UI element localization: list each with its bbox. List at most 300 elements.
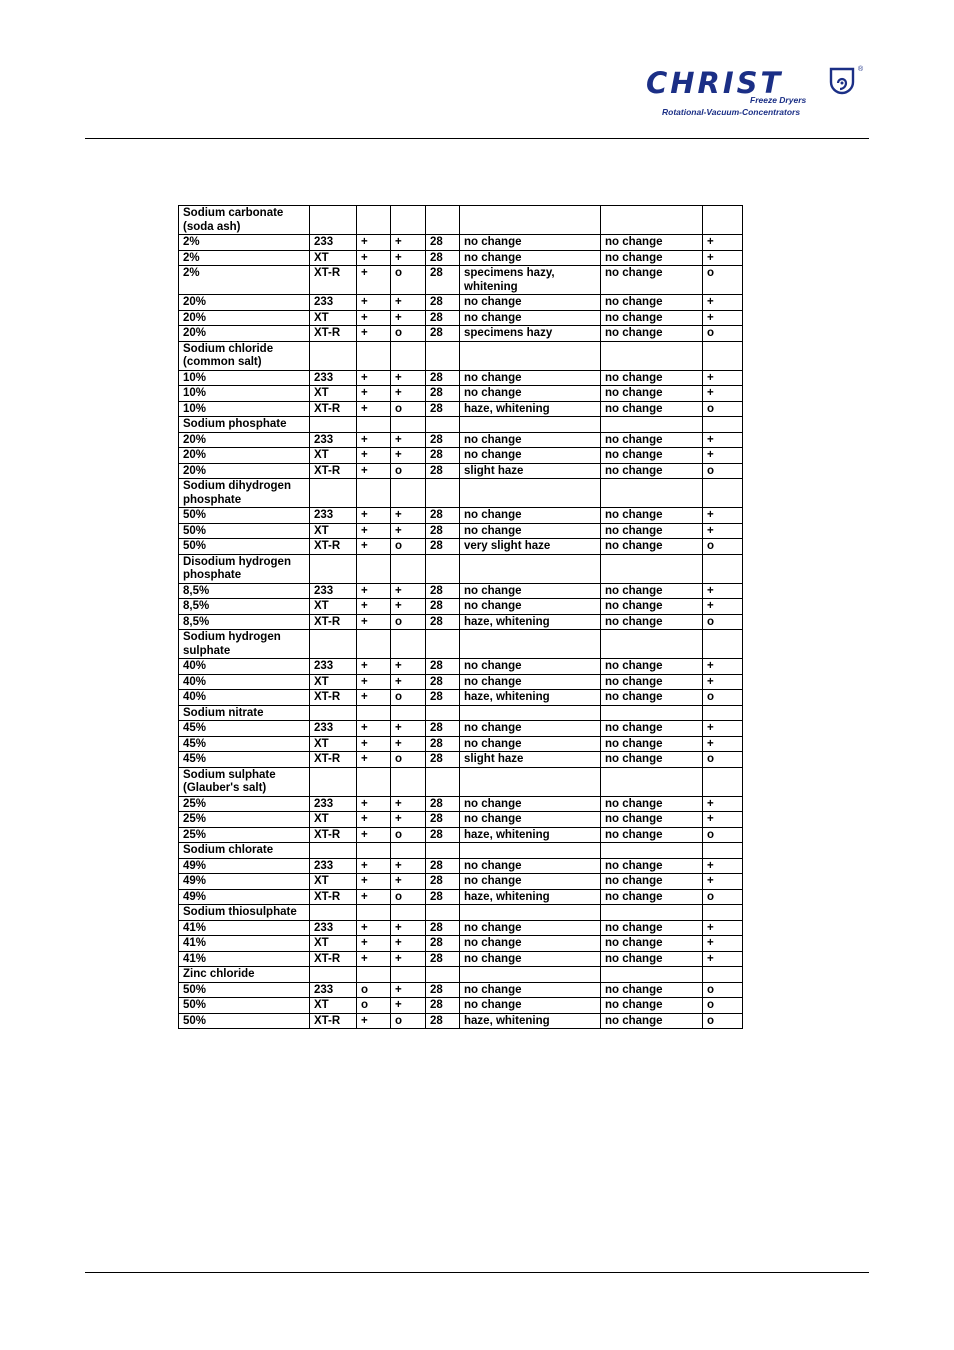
table-cell: + <box>391 812 426 828</box>
table-cell: Zinc chloride <box>179 967 310 983</box>
table-cell: 28 <box>426 920 460 936</box>
table-cell <box>357 905 391 921</box>
table-cell: XT <box>310 523 357 539</box>
table-cell: no change <box>601 386 703 402</box>
brand-wordmark: CHRIST <box>646 66 784 100</box>
table-cell: XT-R <box>310 889 357 905</box>
table-row <box>179 998 743 1014</box>
footer-rule <box>85 1272 869 1273</box>
table-row <box>179 386 743 402</box>
table-cell: 8,5% <box>179 614 310 630</box>
table-cell <box>391 479 426 508</box>
table-cell: no change <box>460 796 601 812</box>
table-cell: 45% <box>179 736 310 752</box>
table-cell <box>426 206 460 235</box>
table-cell: Sodium dihydrogen phosphate <box>179 479 310 508</box>
table-cell: + <box>357 936 391 952</box>
table-cell: o <box>391 889 426 905</box>
table-cell: XT <box>310 936 357 952</box>
table-cell <box>391 341 426 370</box>
table-cell: + <box>357 250 391 266</box>
table-cell: 28 <box>426 583 460 599</box>
table-cell: + <box>357 448 391 464</box>
table-cell: no change <box>601 432 703 448</box>
table-cell: Sodium nitrate <box>179 705 310 721</box>
table-row <box>179 235 743 251</box>
table-cell: o <box>357 982 391 998</box>
table-cell: o <box>391 539 426 555</box>
table-cell <box>460 554 601 583</box>
table-row <box>179 674 743 690</box>
table-cell: + <box>391 448 426 464</box>
table-cell: 49% <box>179 889 310 905</box>
table-cell <box>460 479 601 508</box>
table-cell: 233 <box>310 796 357 812</box>
table-cell: no change <box>460 583 601 599</box>
table-cell: XT-R <box>310 614 357 630</box>
table-row <box>179 736 743 752</box>
table-cell <box>391 967 426 983</box>
table-cell <box>460 843 601 859</box>
table-cell <box>703 630 743 659</box>
table-cell: + <box>357 295 391 311</box>
table-cell: + <box>703 874 743 890</box>
table-cell: 28 <box>426 250 460 266</box>
table-cell <box>426 479 460 508</box>
table-cell <box>391 417 426 433</box>
table-cell: no change <box>460 998 601 1014</box>
table-cell: Disodium hydrogen phosphate <box>179 554 310 583</box>
table-cell <box>426 843 460 859</box>
table-cell <box>310 843 357 859</box>
table-cell: XT-R <box>310 326 357 342</box>
table-row <box>179 583 743 599</box>
table-cell: no change <box>601 889 703 905</box>
table-cell: + <box>357 386 391 402</box>
table-row <box>179 630 743 659</box>
table-cell <box>601 479 703 508</box>
table-cell <box>391 843 426 859</box>
table-row <box>179 370 743 386</box>
table-cell <box>310 705 357 721</box>
table-cell: 40% <box>179 690 310 706</box>
table-cell: + <box>357 736 391 752</box>
table-cell: no change <box>601 690 703 706</box>
table-cell: no change <box>460 250 601 266</box>
table-cell: XT <box>310 386 357 402</box>
table-cell <box>310 554 357 583</box>
table-cell: XT-R <box>310 463 357 479</box>
table-row <box>179 767 743 796</box>
table-cell: no change <box>601 250 703 266</box>
table-cell: + <box>391 370 426 386</box>
table-cell: no change <box>601 295 703 311</box>
table-cell: + <box>391 523 426 539</box>
table-cell: no change <box>601 659 703 675</box>
table-cell: Sodium phosphate <box>179 417 310 433</box>
table-cell: slight haze <box>460 752 601 768</box>
table-cell: haze, whitening <box>460 401 601 417</box>
table-cell: 233 <box>310 858 357 874</box>
table-cell: 233 <box>310 295 357 311</box>
table-row <box>179 889 743 905</box>
table-row <box>179 843 743 859</box>
table-cell: 28 <box>426 235 460 251</box>
table-cell: 40% <box>179 674 310 690</box>
table-row <box>179 508 743 524</box>
table-cell: XT <box>310 736 357 752</box>
table-cell: no change <box>460 736 601 752</box>
table-cell: XT-R <box>310 539 357 555</box>
table-cell: o <box>391 326 426 342</box>
table-cell <box>357 843 391 859</box>
table-cell <box>703 767 743 796</box>
table-row <box>179 951 743 967</box>
table-cell: 28 <box>426 874 460 890</box>
table-cell: + <box>391 951 426 967</box>
table-cell: + <box>357 796 391 812</box>
table-cell: no change <box>601 827 703 843</box>
table-cell: no change <box>460 982 601 998</box>
table-cell: haze, whitening <box>460 889 601 905</box>
table-cell: no change <box>601 310 703 326</box>
table-row <box>179 858 743 874</box>
table-cell: + <box>357 674 391 690</box>
table-cell: + <box>357 235 391 251</box>
table-cell: haze, whitening <box>460 690 601 706</box>
table-cell: no change <box>601 448 703 464</box>
table-row <box>179 295 743 311</box>
table-cell <box>357 479 391 508</box>
table-cell: 10% <box>179 370 310 386</box>
table-row <box>179 982 743 998</box>
table-cell: 28 <box>426 508 460 524</box>
table-cell: 25% <box>179 827 310 843</box>
table-cell: o <box>391 614 426 630</box>
table-cell: + <box>357 583 391 599</box>
table-cell <box>357 554 391 583</box>
table-cell <box>391 554 426 583</box>
table-cell: + <box>703 250 743 266</box>
table-cell: 40% <box>179 659 310 675</box>
table-cell: no change <box>601 401 703 417</box>
table-cell <box>426 554 460 583</box>
table-cell: o <box>357 998 391 1014</box>
table-cell: 28 <box>426 736 460 752</box>
table-cell: o <box>703 889 743 905</box>
table-cell: no change <box>601 599 703 615</box>
table-cell <box>703 905 743 921</box>
table-cell <box>357 417 391 433</box>
table-cell: 28 <box>426 721 460 737</box>
table-cell: 233 <box>310 659 357 675</box>
table-cell: no change <box>601 951 703 967</box>
table-cell: no change <box>460 386 601 402</box>
table-cell: + <box>357 614 391 630</box>
table-cell <box>601 417 703 433</box>
table-cell <box>703 341 743 370</box>
table-cell <box>460 630 601 659</box>
table-cell: XT <box>310 812 357 828</box>
table-cell: 20% <box>179 326 310 342</box>
table-cell <box>310 630 357 659</box>
table-cell: 41% <box>179 951 310 967</box>
table-row <box>179 310 743 326</box>
table-row <box>179 721 743 737</box>
table-cell: 20% <box>179 432 310 448</box>
table-cell: 28 <box>426 796 460 812</box>
table-cell: + <box>391 721 426 737</box>
table-cell: o <box>703 752 743 768</box>
table-cell <box>703 705 743 721</box>
table-cell: o <box>703 827 743 843</box>
table-cell <box>703 417 743 433</box>
table-cell: o <box>391 401 426 417</box>
table-cell: specimens hazy, whitening <box>460 266 601 295</box>
table-cell: no change <box>601 920 703 936</box>
table-cell <box>357 341 391 370</box>
table-cell: 233 <box>310 721 357 737</box>
table-cell: 10% <box>179 386 310 402</box>
table-cell: no change <box>601 812 703 828</box>
table-cell: 20% <box>179 448 310 464</box>
table-cell: o <box>391 827 426 843</box>
table-cell: 233 <box>310 982 357 998</box>
table-row <box>179 554 743 583</box>
table-cell: no change <box>460 920 601 936</box>
table-cell: + <box>703 936 743 952</box>
table-cell: + <box>357 889 391 905</box>
table-cell: haze, whitening <box>460 614 601 630</box>
table-cell: + <box>703 508 743 524</box>
table-row <box>179 417 743 433</box>
table-cell: Sodium chloride (common salt) <box>179 341 310 370</box>
table-cell <box>357 767 391 796</box>
table-cell: 233 <box>310 370 357 386</box>
table-cell: no change <box>460 508 601 524</box>
table-cell: 28 <box>426 523 460 539</box>
table-cell: o <box>703 401 743 417</box>
table-cell: 28 <box>426 1013 460 1029</box>
header-rule <box>85 138 869 139</box>
table-cell: 28 <box>426 982 460 998</box>
table-cell: + <box>357 721 391 737</box>
table-cell: no change <box>601 235 703 251</box>
table-cell: haze, whitening <box>460 827 601 843</box>
table-cell: no change <box>460 951 601 967</box>
table-cell: XT-R <box>310 1013 357 1029</box>
table-cell <box>601 905 703 921</box>
table-cell: 28 <box>426 539 460 555</box>
table-cell: slight haze <box>460 463 601 479</box>
table-cell: 28 <box>426 936 460 952</box>
table-cell: + <box>357 523 391 539</box>
table-cell: XT <box>310 448 357 464</box>
table-cell: no change <box>601 614 703 630</box>
table-cell <box>391 630 426 659</box>
table-row <box>179 874 743 890</box>
table-cell: no change <box>601 674 703 690</box>
table-cell: + <box>391 920 426 936</box>
table-cell: 28 <box>426 674 460 690</box>
table-cell <box>426 341 460 370</box>
table-cell: 233 <box>310 583 357 599</box>
table-cell: XT-R <box>310 951 357 967</box>
table-cell: + <box>357 310 391 326</box>
table-row <box>179 463 743 479</box>
table-row <box>179 614 743 630</box>
table-cell: no change <box>601 266 703 295</box>
table-cell: XT <box>310 874 357 890</box>
table-cell: Sodium thiosulphate <box>179 905 310 921</box>
table-cell: no change <box>460 674 601 690</box>
table-row <box>179 905 743 921</box>
table-cell <box>703 206 743 235</box>
table-cell: 50% <box>179 508 310 524</box>
table-cell: no change <box>601 874 703 890</box>
table-cell: + <box>703 583 743 599</box>
table-cell: 28 <box>426 599 460 615</box>
table-cell: + <box>357 463 391 479</box>
table-cell: + <box>357 752 391 768</box>
table-cell: 28 <box>426 463 460 479</box>
table-cell <box>601 843 703 859</box>
table-cell: o <box>391 1013 426 1029</box>
table-cell: XT-R <box>310 266 357 295</box>
table-cell: 25% <box>179 812 310 828</box>
table-cell: 49% <box>179 874 310 890</box>
table-cell: + <box>357 599 391 615</box>
table-cell <box>460 341 601 370</box>
table-cell: no change <box>601 721 703 737</box>
table-cell: + <box>357 858 391 874</box>
table-cell <box>310 905 357 921</box>
table-cell: 28 <box>426 858 460 874</box>
table-row <box>179 539 743 555</box>
table-cell: 41% <box>179 920 310 936</box>
table-cell <box>460 767 601 796</box>
table-row <box>179 705 743 721</box>
table-cell: + <box>703 310 743 326</box>
table-cell: + <box>357 827 391 843</box>
table-cell: + <box>391 874 426 890</box>
table-row <box>179 920 743 936</box>
table-cell: 8,5% <box>179 599 310 615</box>
table-cell <box>391 767 426 796</box>
table-cell <box>426 630 460 659</box>
table-cell: + <box>391 659 426 675</box>
table-row <box>179 206 743 235</box>
table-cell <box>310 767 357 796</box>
table-cell: + <box>703 659 743 675</box>
table-cell: 28 <box>426 370 460 386</box>
table-cell: + <box>703 812 743 828</box>
table-cell: 28 <box>426 951 460 967</box>
chemical-resistance-table <box>178 205 743 1029</box>
table-cell: 28 <box>426 752 460 768</box>
table-cell: + <box>357 539 391 555</box>
table-cell: no change <box>460 448 601 464</box>
table-cell: XT <box>310 599 357 615</box>
table-cell: 28 <box>426 889 460 905</box>
table-cell: + <box>391 736 426 752</box>
table-cell: 28 <box>426 827 460 843</box>
table-cell: no change <box>460 310 601 326</box>
table-row <box>179 796 743 812</box>
table-cell: 28 <box>426 659 460 675</box>
table-cell: no change <box>601 736 703 752</box>
table-cell: 2% <box>179 235 310 251</box>
table-cell: 28 <box>426 690 460 706</box>
table-cell: no change <box>601 752 703 768</box>
table-cell: 233 <box>310 508 357 524</box>
table-cell <box>426 905 460 921</box>
table-cell: 28 <box>426 295 460 311</box>
table-cell <box>460 967 601 983</box>
table-cell: + <box>357 659 391 675</box>
table-cell <box>460 705 601 721</box>
table-cell: 10% <box>179 401 310 417</box>
table-cell <box>601 206 703 235</box>
table-cell <box>601 554 703 583</box>
table-cell <box>357 206 391 235</box>
table-cell: 28 <box>426 432 460 448</box>
table-cell: no change <box>601 982 703 998</box>
table-cell: 233 <box>310 235 357 251</box>
table-cell: + <box>391 982 426 998</box>
table-row <box>179 752 743 768</box>
table-cell: + <box>391 250 426 266</box>
table-cell: + <box>391 796 426 812</box>
table-row <box>179 266 743 295</box>
table-cell: 50% <box>179 539 310 555</box>
table-cell: 20% <box>179 463 310 479</box>
table-cell: o <box>703 982 743 998</box>
table-cell: + <box>357 508 391 524</box>
table-cell: + <box>391 998 426 1014</box>
table-cell: + <box>357 370 391 386</box>
table-cell: 233 <box>310 432 357 448</box>
table-row <box>179 341 743 370</box>
table-cell: o <box>391 266 426 295</box>
table-cell: + <box>703 674 743 690</box>
table-cell: no change <box>601 936 703 952</box>
table-cell: + <box>391 432 426 448</box>
table-row <box>179 659 743 675</box>
table-cell: no change <box>601 998 703 1014</box>
table-cell: + <box>357 401 391 417</box>
table-cell: o <box>391 463 426 479</box>
table-cell: + <box>703 432 743 448</box>
table-row <box>179 599 743 615</box>
table-row <box>179 827 743 843</box>
table-row <box>179 1013 743 1029</box>
table-cell: o <box>703 998 743 1014</box>
table-cell <box>357 967 391 983</box>
table-cell: + <box>703 736 743 752</box>
table-cell: Sodium sulphate (Glauber's salt) <box>179 767 310 796</box>
table-cell: + <box>703 523 743 539</box>
table-row <box>179 432 743 448</box>
table-cell: + <box>357 690 391 706</box>
table-cell: no change <box>601 1013 703 1029</box>
table-cell: + <box>391 508 426 524</box>
table-cell: Sodium carbonate (soda ash) <box>179 206 310 235</box>
table-cell <box>357 705 391 721</box>
table-row <box>179 326 743 342</box>
table-cell: + <box>357 266 391 295</box>
table-cell: 20% <box>179 310 310 326</box>
